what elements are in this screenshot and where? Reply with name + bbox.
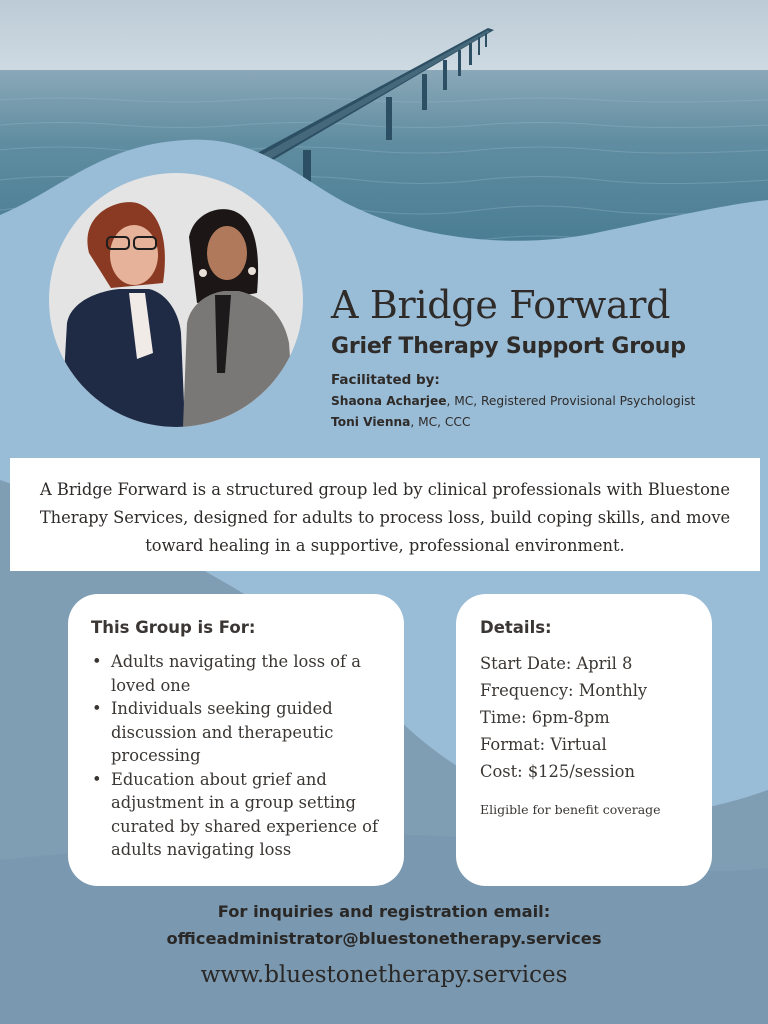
facilitator-line [331,394,695,408]
facilitator-name: Shaona Acharjee [331,394,447,408]
facilitator-line [331,415,470,429]
contact-email-link[interactable]: officeadministrator@bluestonetherapy.services [166,929,602,948]
audience-card [68,594,404,886]
list-item [91,650,384,697]
detail-time: Time: 6pm-8pm [480,708,610,727]
details-card [456,594,712,886]
detail-frequency: Frequency: Monthly [480,681,648,700]
facilitated-by-label: Facilitated by: [331,372,440,388]
details-card-title: Details: [480,618,552,637]
list-item-text: Adults navigating the loss of a loved one [111,652,361,695]
list-item-text: Education about grief and adjustment in a group setting curated by shared experience of adults navigating loss [111,769,378,859]
list-item [91,697,384,768]
benefit-note: Eligible for benefit coverage [480,802,661,817]
description-box [10,458,760,571]
facilitator-name: Toni Vienna [331,415,411,429]
facilitators-portrait [49,173,303,427]
facilitator-credentials: , MC, CCC [410,415,471,429]
audience-card-title: This Group is For: [91,618,256,637]
detail-format: Format: Virtual [480,735,607,754]
facilitator-credentials: , MC, Registered Provisional Psychologist [446,394,696,408]
list-item-text: Individuals seeking guided discussion and therapeutic processing [111,699,334,765]
bullet-marker: • [92,699,102,718]
detail-start-date: Start Date: April 8 [480,654,633,673]
inquiries-label: For inquiries and registration email: [217,902,551,921]
list-item [91,768,384,862]
page-subtitle: Grief Therapy Support Group [331,334,686,359]
detail-cost: Cost: $125/session [480,762,635,781]
bullet-marker: • [92,652,102,671]
page-title: A Bridge Forward [331,283,671,327]
description-text: A Bridge Forward is a structured group led by clinical professionals with Bluestone Therapy Services, designed for adults to process loss, build coping skills, and move toward healing in a supportive, professional environment. [39,480,731,555]
bullet-marker: • [92,769,102,789]
audience-list [91,650,384,862]
website-link[interactable]: www.bluestonetherapy.services [200,962,568,988]
